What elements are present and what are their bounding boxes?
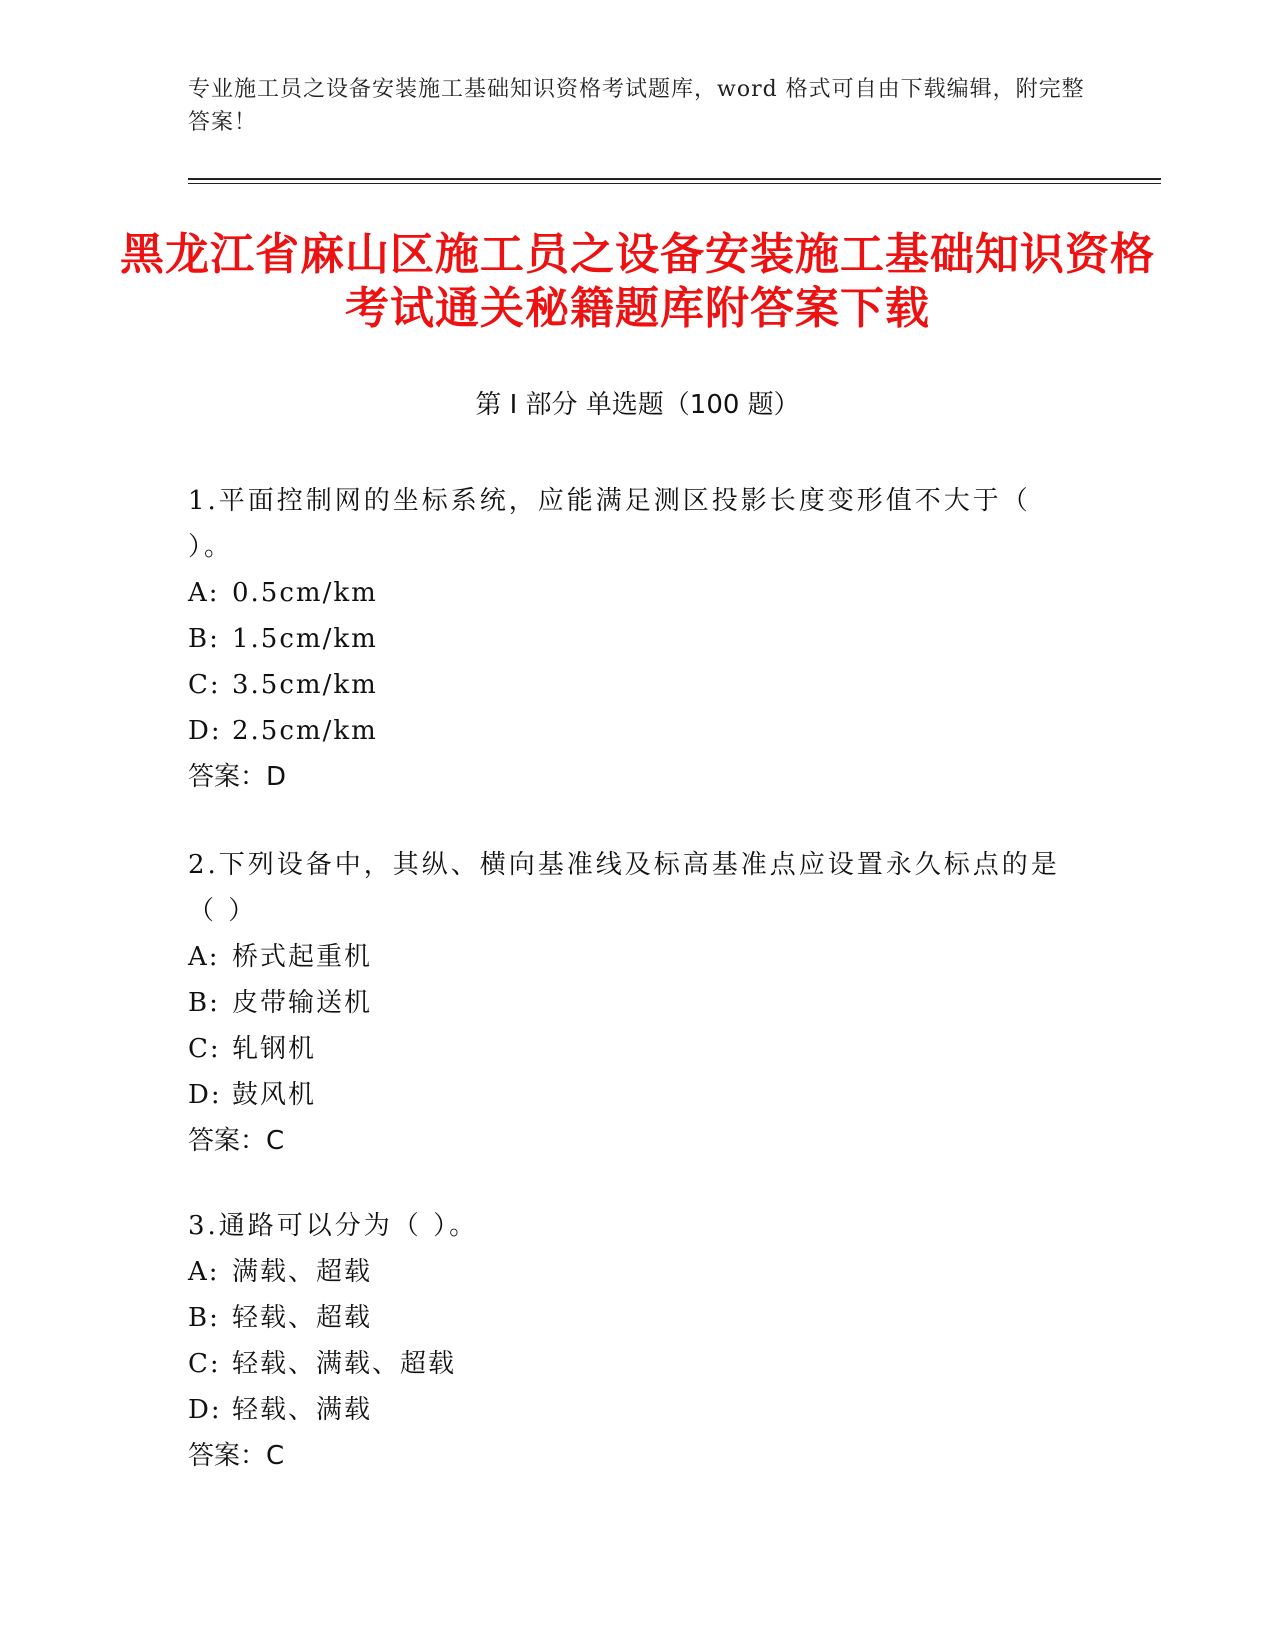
option-key: D:	[188, 716, 222, 746]
option-key: A:	[188, 942, 220, 972]
option-text: 鼓风机	[232, 1080, 317, 1110]
document-title: 黑龙江省麻山区施工员之设备安装施工基础知识资格考试通关秘籍题库附答案下载	[120, 229, 1155, 334]
option-c	[188, 1341, 1078, 1387]
option-a	[188, 570, 1078, 616]
option-c	[188, 1026, 1078, 1072]
option-b	[188, 980, 1078, 1026]
option-text: 2.5cm/km	[232, 716, 378, 746]
option-text: 轻载、超载	[232, 1303, 373, 1333]
option-key: A:	[188, 1257, 220, 1287]
option-text: 皮带输送机	[232, 988, 373, 1018]
option-text: 轻载、满载、超载	[232, 1349, 457, 1379]
option-text: 1.5cm/km	[232, 624, 378, 654]
option-d	[188, 1387, 1078, 1433]
answer-line: 答案：C	[188, 1441, 285, 1471]
option-key: B:	[188, 1303, 220, 1333]
option-d	[188, 1072, 1078, 1118]
option-list	[188, 570, 1078, 754]
option-a	[188, 1249, 1078, 1295]
option-key: C:	[188, 1349, 221, 1379]
option-key: B:	[188, 988, 220, 1018]
option-key: A:	[188, 578, 220, 608]
option-text: 0.5cm/km	[232, 578, 378, 608]
option-key: B:	[188, 624, 220, 654]
header-divider-thin	[188, 183, 1161, 184]
option-key: D:	[188, 1395, 222, 1425]
option-b	[188, 616, 1078, 662]
option-key: C:	[188, 670, 221, 700]
option-key: C:	[188, 1034, 221, 1064]
question-stem: 3.通路可以分为（ ）。	[188, 1211, 479, 1241]
answer-line: 答案：C	[188, 1126, 285, 1156]
question-2	[188, 842, 1078, 1164]
question-1	[188, 478, 1078, 800]
option-a	[188, 934, 1078, 980]
option-text: 3.5cm/km	[232, 670, 378, 700]
header-divider-thick	[188, 178, 1161, 180]
option-b	[188, 1295, 1078, 1341]
option-text: 轧钢机	[232, 1034, 317, 1064]
question-3	[188, 1203, 1078, 1479]
question-stem: 2.下列设备中，其纵、横向基准线及标高基准点应设置永久标点的是（ ）	[188, 850, 1060, 926]
answer-line: 答案：D	[188, 762, 287, 792]
option-key: D:	[188, 1080, 222, 1110]
option-text: 桥式起重机	[232, 942, 373, 972]
option-text: 满载、超载	[232, 1257, 373, 1287]
option-c	[188, 662, 1078, 708]
option-list	[188, 934, 1078, 1118]
option-d	[188, 708, 1078, 754]
question-stem: 1.平面控制网的坐标系统，应能满足测区投影长度变形值不大于（ ）。	[188, 486, 1031, 562]
option-list	[188, 1249, 1078, 1433]
header-note: 专业施工员之设备安装施工基础知识资格考试题库，word 格式可自由下载编辑，附完整答案！	[188, 77, 1085, 135]
option-text: 轻载、满载	[232, 1395, 373, 1425]
section-heading: 第 I 部分 单选题（100 题）	[475, 390, 800, 420]
